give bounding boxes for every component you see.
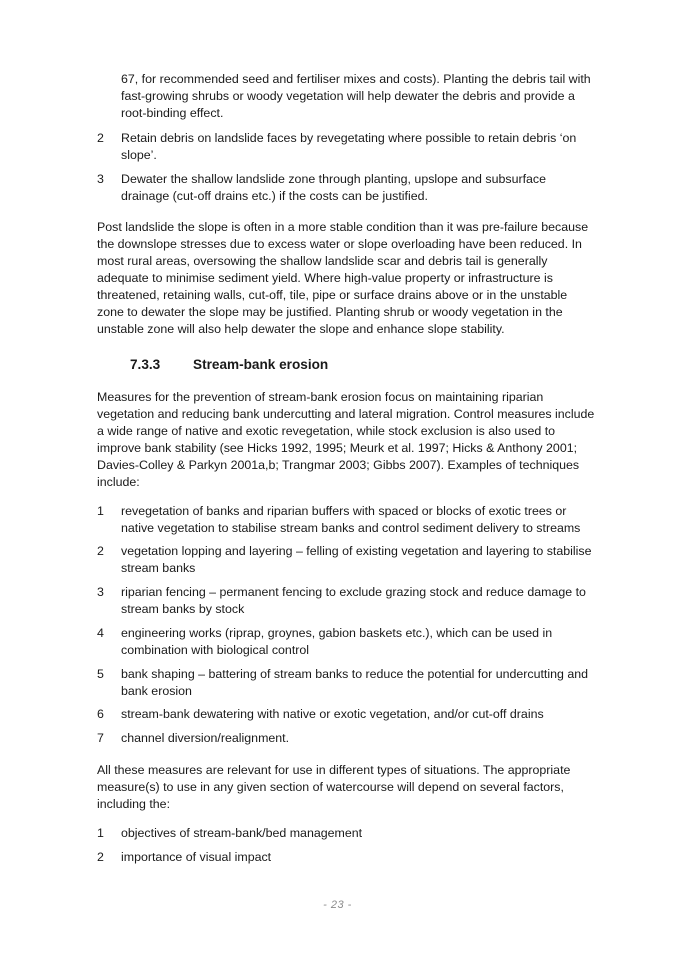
list-number: 2 [97,131,104,145]
page-number: - 23 - [323,899,352,911]
list-text: riparian fencing – permanent fencing to exclude grazing stock and reduce damage to stream banks by stock [121,585,586,616]
section-title: Stream-bank erosion [193,357,329,372]
list-number: 2 [97,850,104,864]
list-number: 7 [97,731,104,745]
list-text: importance of visual impact [121,850,272,864]
section-number: 7.3.3 [130,357,161,372]
list-text: channel diversion/realignment. [121,731,290,745]
list-text: Retain debris on landslide faces by revegetating where possible to retain debris ‘on slope’. [121,131,577,162]
list-number: 3 [97,172,104,186]
list-number: 4 [97,626,104,640]
paragraph: Post landslide the slope is often in a more stable condition than it was pre-failure because the downslope stresses due to excess water or slope overloading have been reduced. In most rural areas, oversowing the shallow landslide scar and debris tail is generally adequate to minimise sediment yield. Where high-value property or infrastructure is threatened, retaining walls, cut-off, tile, pipe or surface drains above or in the unstable zone to dewater the slope may be justified. Planting shrub or woody vegetation in the unstable zone will also help dewater the slope and enhance slope stability. [97,220,589,336]
list-number: 3 [97,585,104,599]
list-text: vegetation lopping and layering – felling of existing vegetation and layering to stabilise stream banks [121,544,592,575]
list-text: revegetation of banks and riparian buffers with spaced or blocks of exotic trees or native vegetation to stabilise stream banks and control sediment delivery to streams [121,504,581,535]
list-item-continuation: 67, for recommended seed and fertiliser mixes and costs). Planting the debris tail with fast-growing shrubs or woody vegetation will help dewater the debris and provide a root-binding effect. [121,72,591,120]
list-number: 1 [97,826,104,840]
paragraph: All these measures are relevant for use in different types of situations. The appropriate measure(s) to use in any given section of watercourse will depend on several factors, including the: [97,763,571,811]
list-number: 5 [97,667,104,681]
section-heading [130,356,328,374]
list-text: engineering works (riprap, groynes, gabion baskets etc.), which can be used in combination with biological control [121,626,553,657]
list-number: 1 [97,504,104,518]
list-number: 2 [97,544,104,558]
list-text: stream-bank dewatering with native or exotic vegetation, and/or cut-off drains [121,707,544,721]
paragraph: Measures for the prevention of stream-bank erosion focus on maintaining riparian vegetation and reducing bank undercutting and lateral migration. Control measures include a wide range of native and exotic revegetation, while stock exclusion is also used to improve bank stability (see Hicks 1992, 1995; Meurk et al. 1997; Hicks & Anthony 2001; Davies-Colley & Parkyn 2001a,b; Trangmar 2003; Gibbs 2007). Examples of techniques include: [97,390,595,489]
list-text: objectives of stream-bank/bed management [121,826,363,840]
list-text: Dewater the shallow landslide zone through planting, upslope and subsurface drainage (cut-off drains etc.) if the costs can be justified. [121,172,547,203]
list-number: 6 [97,707,104,721]
list-text: bank shaping – battering of stream banks to reduce the potential for undercutting and bank erosion [121,667,589,698]
